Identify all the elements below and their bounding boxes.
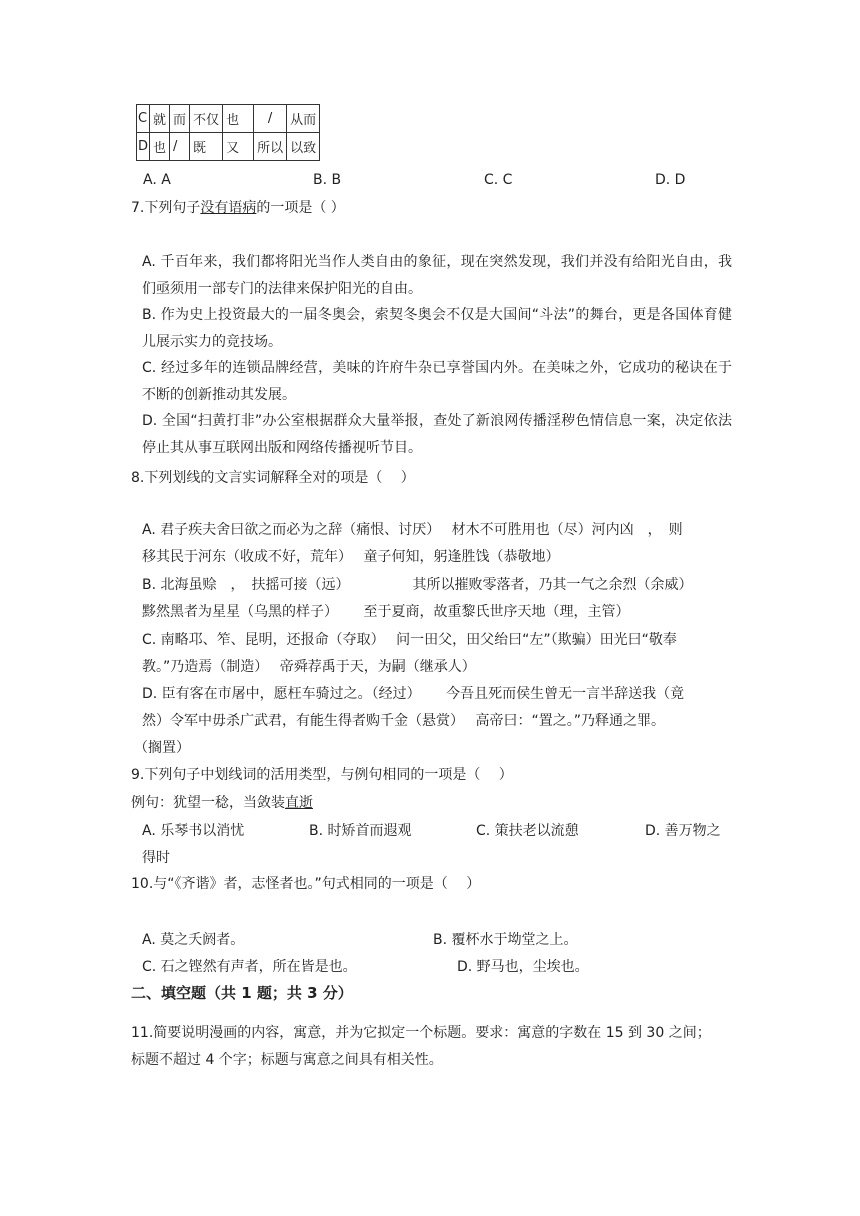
- q7-stem: [131, 198, 345, 218]
- q9-option-a[interactable]: A. 乐琴书以消忧: [142, 823, 245, 839]
- q8-option-c-line1[interactable]: C. 南略邛、笮、昆明，还报命（夺取） 问一田父，田父绐曰“左”（欺骗）田光曰“敬奉: [142, 632, 677, 648]
- q9-stem: 9.下列句子中划线词的活用类型，与例句相同的一项是（ ）: [131, 767, 513, 783]
- table-cell: 又: [223, 133, 254, 161]
- option-a[interactable]: A. A: [143, 172, 171, 188]
- q7-option-b[interactable]: B. 作为史上投资最大的一届冬奥会，索契冬奥会不仅是大国间“斗法”的舞台，更是各国体育健儿展示实力的竞技场。: [142, 307, 732, 350]
- table-cell: C: [137, 105, 150, 133]
- q9-example-underlined: 直逝: [285, 795, 313, 811]
- option-b[interactable]: B. B: [313, 172, 342, 188]
- q9-example-text: 例句：犹望一稔，当敛装: [131, 795, 285, 811]
- q11-line1: 11.简要说明漫画的内容，寓意，并为它拟定一个标题。要求：寓意的字数在 15 到 30 之间；: [131, 1025, 711, 1041]
- table-cell: 就: [150, 105, 170, 133]
- q9-option-d-cont[interactable]: 得时: [142, 850, 170, 866]
- section-heading-fill-in: 二、填空题（共 1 题；共 3 分）: [131, 984, 353, 1002]
- q8-option-d-line3[interactable]: （搁置）: [134, 740, 190, 756]
- q10-option-a[interactable]: A. 莫之夭阏者。: [142, 932, 245, 948]
- q10-option-c[interactable]: C. 石之铿然有声者，所在皆是也。: [142, 959, 357, 975]
- table-cell: 所以: [254, 133, 287, 161]
- q9-option-b[interactable]: B. 时矫首而遐观: [309, 823, 412, 839]
- q10-stem: 10.与“《齐谐》者，志怪者也。”句式相同的一项是（ ）: [131, 876, 481, 892]
- q9-option-c[interactable]: C. 策扶老以流憩: [476, 823, 579, 839]
- table-row: [137, 133, 320, 161]
- table-cell: 从而: [287, 105, 320, 133]
- table-row: [137, 105, 320, 133]
- q8-option-b-line1[interactable]: B. 北海虽赊 ， 扶摇可接（远） 其所以摧败零落者，乃其一气之余烈（余威）: [142, 577, 693, 593]
- option-d[interactable]: D. D: [655, 172, 686, 188]
- table-cell: /: [170, 133, 190, 161]
- q11-line2: 标题不超过 4 个字；标题与寓意之间具有相关性。: [131, 1052, 443, 1068]
- table-cell: 也: [223, 105, 254, 133]
- connective-options-table: [136, 104, 320, 161]
- q9-example: [131, 793, 313, 813]
- q9-option-d[interactable]: D. 善万物之: [645, 823, 721, 839]
- q8-option-c-line2[interactable]: 教。”乃造焉（制造） 帝舜荐禹于天，为嗣（继承人）: [142, 659, 476, 675]
- q7-stem-underlined: 没有语病: [200, 200, 257, 216]
- q7-option-a[interactable]: A. 千百年来，我们都将阳光当作人类自由的象征，现在突然发现，我们并没有给阳光自由，我们亟须用一部专门的法律来保护阳光的自由。: [142, 254, 732, 297]
- table-cell: /: [254, 105, 287, 133]
- q7-option-c[interactable]: C. 经过多年的连锁品牌经营，美味的许府牛杂已享誉国内外。在美味之外，它成功的秘诀在于不断的创新推动其发展。: [142, 360, 732, 403]
- table-cell: 不仅: [190, 105, 223, 133]
- q7-stem-post: 的一项是（ ）: [256, 200, 345, 216]
- table-cell: 既: [190, 133, 223, 161]
- option-c[interactable]: C. C: [484, 172, 513, 188]
- q8-option-d-line1[interactable]: D. 臣有客在市屠中，愿枉车骑过之。（经过） 今吾且死而侯生曾无一言半辞送我（竟: [142, 686, 685, 702]
- q7-option-d[interactable]: D. 全国“扫黄打非”办公室根据群众大量举报，查处了新浪网传播淫秽色情信息一案，决定依法停止其从事互联网出版和网络传播视听节目。: [142, 413, 732, 456]
- table-cell: 以致: [287, 133, 320, 161]
- q7-stem-pre: 7.下列句子: [131, 200, 201, 216]
- q8-option-d-line2[interactable]: 然）令军中毋杀广武君，有能生得者购千金（悬赏） 高帝曰：“置之。”乃释通之罪。: [142, 713, 665, 729]
- q8-stem: 8.下列划线的文言实词解释全对的项是（ ）: [131, 470, 415, 486]
- table-cell: 而: [170, 105, 190, 133]
- q8-option-b-line2[interactable]: 黟然黑者为星星（乌黑的样子） 至于夏商，故重黎氏世序天地（理，主管）: [142, 604, 630, 620]
- table-cell: D: [137, 133, 150, 161]
- table-cell: 也: [150, 133, 170, 161]
- q8-option-a-line1[interactable]: A. 君子疾夫舍曰欲之而必为之辞（痛恨、讨厌） 材木不可胜用也（尽）河内凶 ， 则: [142, 522, 683, 538]
- q10-option-d[interactable]: D. 野马也，尘埃也。: [457, 959, 589, 975]
- q10-option-b[interactable]: B. 覆杯水于坳堂之上。: [433, 932, 578, 948]
- q8-option-a-line2[interactable]: 移其民于河东（收成不好，荒年） 童子何知，躬逢胜饯（恭敬地）: [142, 549, 560, 565]
- q6-answer-options: [143, 172, 743, 192]
